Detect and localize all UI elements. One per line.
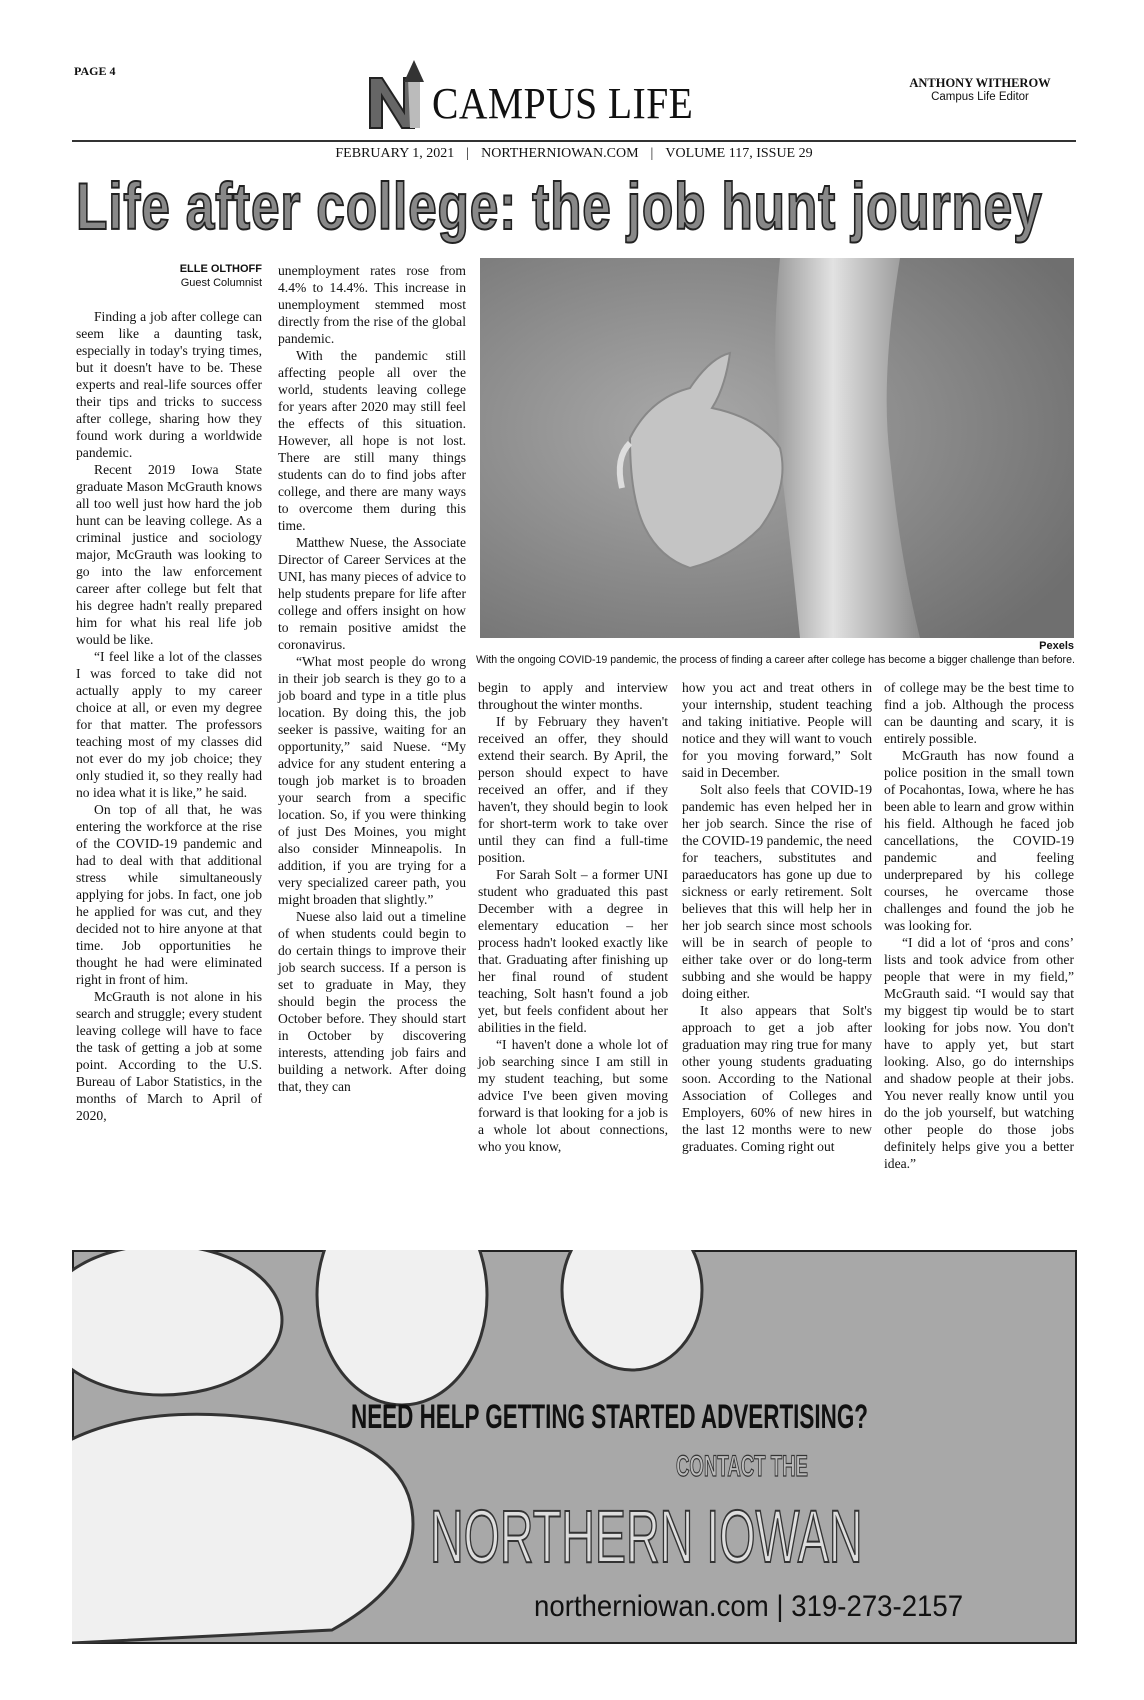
article-headline: Life after college: the job hunt journey bbox=[76, 169, 1043, 243]
header-rule bbox=[72, 140, 1076, 142]
article-paragraph: With the pandemic still affecting people all over the world, students leaving college for years after 2020 may still feel the effects of this situation. However, all hope is not lost. There are still many things students can do to find jobs after college, and there are many ways to overcome them during this time. bbox=[278, 348, 466, 533]
editor-title: Campus Life Editor bbox=[931, 91, 1029, 103]
advertisement-banner bbox=[72, 1250, 1077, 1644]
volume-issue: VOLUME 117, ISSUE 29 bbox=[665, 146, 813, 161]
byline bbox=[76, 262, 262, 290]
editor-name: ANTHONY WITHEROW bbox=[909, 76, 1051, 90]
article-column-3 bbox=[478, 679, 668, 1155]
article-paragraph: McGrauth has now found a police position in the small town of Pocahontas, Iowa, where he has been able to learn and grow within his field. Although he faced job cancellations, the COVID-19 pandemic and feeling underprepared by his college courses, he overcame those challenges and found the job he was looking for. bbox=[884, 748, 1074, 933]
photo-caption: With the ongoing COVID-19 pandemic, the process of finding a career after college has become a bigger challenge than before. bbox=[476, 654, 1075, 666]
article-paragraph: how you act and treat others in your internship, student teaching and taking initiative. People will notice and they will want to vouch for you moving forward,” Solt said in December. bbox=[682, 680, 872, 780]
article-column-1 bbox=[76, 262, 262, 1124]
ad-brand-name: NORTHERN IOWAN bbox=[430, 1495, 863, 1578]
article-paragraph: Nuese also laid out a timeline of when students could begin to do certain things to improve their job search success. If a person is set to graduate in May, they should begin the process the October before. They should start in October by discovering interests, attending job fairs and building a network. After doing that, they can bbox=[278, 909, 466, 1094]
issue-date: FEBRUARY 1, 2021 bbox=[335, 146, 455, 161]
ad-contact-label: CONTACT THE bbox=[676, 1450, 808, 1483]
section-title: CAMPUS LIFE bbox=[432, 79, 694, 128]
author-role: Guest Columnist bbox=[180, 277, 262, 289]
article-column-2 bbox=[278, 262, 466, 1095]
section-editor bbox=[880, 76, 1080, 103]
article-paragraph: of college may be the best time to find a job. Although the process can be daunting and scary, it is entirely possible. bbox=[884, 680, 1074, 746]
northern-iowan-logo-icon bbox=[368, 60, 428, 130]
dateline bbox=[72, 146, 1076, 162]
separator: | bbox=[466, 146, 470, 161]
article-paragraph: Finding a job after college can seem like a daunting task, especially in today's trying times, but it doesn't have to be. These experts and real-life sources offer their tips and tricks to success after college, sharing how they found work during a worldwide pandemic. bbox=[76, 309, 262, 460]
page-number: PAGE 4 bbox=[74, 64, 116, 78]
author-name: ELLE OLTHOFF bbox=[179, 263, 262, 275]
article-paragraph: McGrauth is not alone in his search and struggle; every student leaving college will have to face the task of getting a job at some point. According to the U.S. Bureau of Labor Statistics, in the months of March to April of 2020, bbox=[76, 989, 262, 1123]
article-paragraph: On top of all that, he was entering the workforce at the rise of the COVID-19 pandemic and had to deal with that additional stress while simultaneously applying for jobs. In fact, one job he applied for was cut, and they decided not to hire anyone at that time. Job opportunities he thought he had were eliminated right in front of him. bbox=[76, 802, 262, 987]
article-paragraph: For Sarah Solt – a former UNI student who graduated this past December with a degree in elementary education – her process hadn't looked exactly like that. Graduating after finishing up her final round of student teaching, Solt hasn't found a job yet, but feels confident about her abilities in the field. bbox=[478, 867, 668, 1035]
article-paragraph: “What most people do wrong in their job search is they go to a job board and type in a title plus location. By doing this, the job seeker is passive, waiting for an opportunity,” said Nuese. “My advice for any student entering a tough job market is to broaden your search from a specific location. So, if you were thinking of just Des Moines, you might also consider Minneapolis. In addition, if you are trying for a very specialized career path, you might broaden that slightly.” bbox=[278, 654, 466, 907]
article-paragraph: “I feel like a lot of the classes I was forced to take did not actually apply to my career choice at all, or even my degree for that matter. The professors teaching most of my classes did not ever do my job choice; they only studied it, so they really had no idea what it is like,” he said. bbox=[76, 649, 262, 800]
article-paragraph: Matthew Nuese, the Associate Director of Career Services at the UNI, has many pieces of advice to help students prepare for life after college and offers insight on how to remain positive amidst the coronavirus. bbox=[278, 535, 466, 652]
article-paragraph: Solt also feels that COVID-19 pandemic has even helped her in her job search. Since the rise of the COVID-19 pandemic, the need for teachers, substitutes and paraeducators has gone up due to sickness or early retirement. Solt believes that this will help her in her job search since most schools will be in search of people to either take over or do long-term subbing and she would be happy doing either. bbox=[682, 782, 872, 1001]
article-paragraph: Recent 2019 Iowa State graduate Mason McGrauth knows all too well just how hard the job hunt can be leaving college. As a criminal justice and sociology major, McGrauth was looking to go into the law enforcement career after college but felt that his degree hadn't really prepared him for what his real life job would be like. bbox=[76, 462, 262, 647]
ad-headline: NEED HELP GETTING STARTED ADVERTISING? bbox=[351, 1398, 868, 1436]
article-photo bbox=[480, 258, 1074, 638]
website-link[interactable]: NORTHERNIOWAN.COM bbox=[481, 146, 639, 161]
article-column-5 bbox=[884, 679, 1074, 1172]
article-paragraph: unemployment rates rose from 4.4% to 14.4%. This increase in unemployment stemmed most directly from the rise of the global pandemic. bbox=[278, 263, 466, 346]
photo-credit: Pexels bbox=[1039, 640, 1074, 652]
ad-contact-info[interactable]: northerniowan.com | 319-273-2157 bbox=[534, 1590, 964, 1623]
article-paragraph: begin to apply and interview throughout the winter months. bbox=[478, 680, 668, 712]
article-paragraph: It also appears that Solt's approach to get a job after graduation may ring true for many other young students graduating soon. According to the National Association of Colleges and Employers, 60% of new hires in the last 12 months were to new graduates. Coming right out bbox=[682, 1003, 872, 1154]
article-paragraph: If by February they haven't received an offer, they should extend their search. By April, the person should expect to have received an offer, and if they haven't, they should begin to look for short-term work to take over until they can find a full-time position. bbox=[478, 714, 668, 865]
separator: | bbox=[650, 146, 654, 161]
article-paragraph: “I did a lot of ‘pros and cons’ lists and took advice from other people that were in my field,” McGrauth said. “I would say that my biggest tip would be to start looking for jobs now. You don't have to apply yet, but start looking. Also, go do internships and shadow people at their jobs. You never really know until you do the job yourself, but watching other people do those jobs definitely helps give you a better idea.” bbox=[884, 935, 1074, 1171]
article-paragraph: “I haven't done a whole lot of job searching since I am still in my student teaching, but some advice I've been given moving forward is that looking for a job is a whole lot about connections, who you know, bbox=[478, 1037, 668, 1154]
article-column-4 bbox=[682, 679, 872, 1155]
